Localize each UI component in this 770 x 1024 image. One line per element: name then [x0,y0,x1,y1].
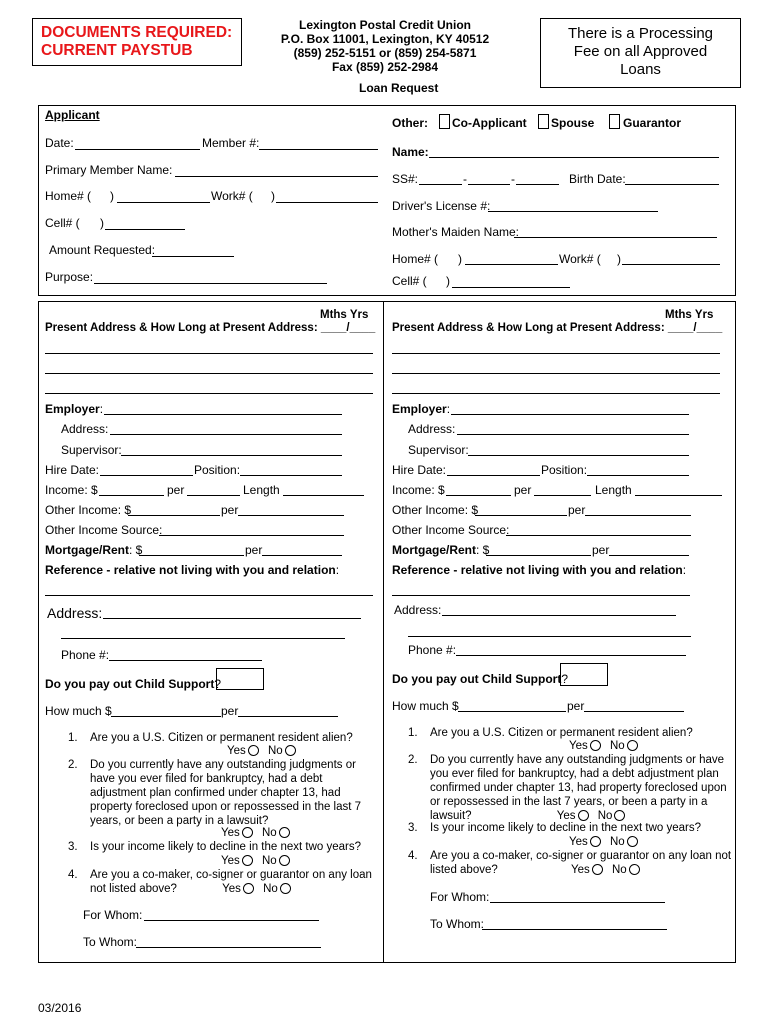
right-ref-address-label: Address: [394,603,442,617]
left-phone-field[interactable] [109,660,262,661]
right-q4-line1: Are you a co-maker, co-signer or guarantor on any loan not [430,850,732,862]
details-divider [383,301,384,962]
right-reference-label: Reference - relative not living with you and relation: [392,563,687,577]
right-other-source-field[interactable] [506,535,691,536]
right-q4-line2-row [408,863,731,877]
cell-paren: ) [100,216,104,230]
left-other-income-per: per [221,503,239,517]
right-q3-answer [569,835,638,849]
right-q4-yes-label: Yes [570,864,590,876]
left-q3-no-label: No [261,855,277,867]
left-to-whom-field[interactable] [136,947,321,948]
left-q4-yes-label: Yes [222,883,241,895]
org-phone: (859) 252-5151 or (859) 254-5871 [293,46,477,60]
left-how-much-label: How much $ [45,704,112,718]
form-title: Loan Request [359,81,439,95]
amount-requested-label: Amount Requested: [49,243,156,257]
guarantor-label: Guarantor [623,116,682,130]
right-q3-yes-label: Yes [569,836,588,848]
right-address-line-1[interactable] [392,353,720,354]
right-ref-address-field-2[interactable] [408,636,691,637]
left-q3-no-radio[interactable] [279,855,290,866]
left-emp-address-field[interactable] [110,434,342,435]
left-q3 [68,840,361,854]
right-q4-number: 4. [408,850,418,862]
left-address-line-1[interactable] [45,353,373,354]
left-child-support-text: Do you pay out Child Support [45,677,215,691]
primary-member-field[interactable] [175,176,378,177]
drivers-license-label: Driver's License #: [392,199,491,213]
cell-phone-field[interactable] [105,229,185,230]
right-q2-line2: you ever filed for bankruptcy, had a debt adjustment plan [430,768,719,780]
left-mths-yrs: Mths Yrs [320,309,369,321]
org-block [278,18,492,74]
left-q2-line5: years, or been a party in a lawsuit? [90,815,269,827]
right-income-per: per [514,483,532,497]
ss-label: SS#: [392,172,419,186]
right-child-support-text: Do you pay out Child Support [392,672,562,686]
left-mortgage-field[interactable] [139,555,244,556]
left-q2-yes-radio[interactable] [242,827,253,838]
right-mths-yrs: Mths Yrs [665,309,714,321]
right-reference-bold: Reference [392,563,451,577]
left-income-per: per [167,483,185,497]
right-employer-text: Employer [392,402,447,416]
left-income-field[interactable] [99,495,164,496]
left-other-income-label: Other Income: $ [45,503,132,517]
right-other-income-label: Other Income: $ [392,503,479,517]
other-cell-paren: ) [446,274,450,288]
right-q3-number: 3. [408,822,418,834]
left-hire-date-label: Hire Date: [45,463,100,477]
left-employer-text: Employer [45,402,100,416]
right-q2-number: 2. [408,754,418,766]
maiden-name-label: Mother's Maiden Name: [392,225,520,239]
left-address-line-2[interactable] [45,373,373,374]
right-q2-no-radio[interactable] [614,810,625,821]
right-address-label: Present Address & How Long at Present Address: ____/____ [392,322,723,334]
left-q4 [68,868,372,896]
left-address-label: Present Address & How Long at Present Address: ____/____ [45,322,376,334]
left-q2-line4: property foreclosed upon or repossessed in the last 7 [90,801,362,813]
work-phone-label: Work# ( [211,189,253,203]
right-reference-rest: - relative not living with you and relation [450,563,683,577]
other-work-paren: ) [617,252,621,266]
ss-field-2[interactable] [468,184,510,185]
work-phone-field[interactable] [276,202,378,203]
notice-line1: There is a Processing [567,25,714,42]
left-q1-yes-label: Yes [227,745,246,757]
right-employer-field[interactable] [451,414,689,415]
right-other-income-field[interactable] [475,515,567,516]
right-q1-answer [569,739,638,753]
primary-member-label: Primary Member Name: [45,163,173,177]
right-q1-text: Are you a U.S. Citizen or permanent resident alien? [430,727,693,739]
right-reference-field[interactable] [392,595,690,596]
right-q4-line2: listed above? [430,864,498,876]
right-other-income-per: per [568,503,586,517]
right-q2 [408,753,727,823]
left-mortgage-text: Mortgage/Rent [45,543,129,557]
other-name-label: Name: [392,145,429,159]
right-how-much-label: How much $ [392,699,459,713]
left-q2-line1: Do you currently have any outstanding judgments or [90,759,356,771]
right-mortgage-rest: : $ [476,543,490,557]
left-q2-yes-label: Yes [221,827,240,839]
right-q4-yes-radio[interactable] [592,864,603,875]
right-mortgage-per-field[interactable] [609,555,689,556]
documents-required-line2: CURRENT PAYSTUB [41,42,193,59]
left-q4-number: 4. [68,869,78,881]
org-name: Lexington Postal Credit Union [298,18,471,32]
right-to-whom-field[interactable] [482,929,667,930]
right-emp-address-label: Address: [408,422,456,436]
left-q2-line2: have you ever filed for bankruptcy, had a debt [90,773,323,785]
right-income-per-field[interactable] [534,495,591,496]
left-q4-line1: Are you a co-maker, co-signer or guarantor on any loan [90,869,372,881]
processing-fee-notice [540,18,741,88]
left-ref-address-field[interactable] [103,618,361,619]
left-q1-yes-radio[interactable] [248,745,259,756]
right-mortgage-label [392,543,489,557]
other-work-label: Work# ( [559,252,601,266]
ss-sep-1: - [463,172,467,186]
other-home-paren: ) [458,252,462,266]
left-q1-number: 1. [68,732,78,744]
left-q2-no-radio[interactable] [279,827,290,838]
drivers-license-field[interactable] [488,211,658,212]
right-how-much-per: per [567,699,585,713]
right-position-field[interactable] [587,475,689,476]
right-length-label: Length [595,483,632,497]
other-home-field[interactable] [465,264,558,265]
left-mortgage-rest: : $ [129,543,143,557]
right-q2-line4: or repossessed in the last 7 years, or been a party in a [430,796,708,808]
left-reference-rest: - relative not living with you and relation [103,563,336,577]
right-q3-yes-radio[interactable] [590,836,601,847]
left-for-whom-label: For Whom: [83,908,143,922]
left-q3-answer [221,854,290,868]
left-mortgage-label [45,543,142,557]
right-q3-no-radio[interactable] [627,836,638,847]
left-address-line-3[interactable] [45,393,373,394]
right-employer-label: Employer: [392,402,451,416]
left-q3-yes-radio[interactable] [242,855,253,866]
notice-line3: Loans [620,61,661,78]
right-q2-line5: lawsuit? [430,810,472,822]
amount-requested-field[interactable] [152,256,234,257]
right-q1 [408,726,693,740]
right-q1-yes-radio[interactable] [590,740,601,751]
left-how-much-field[interactable] [111,716,221,717]
birth-date-label: Birth Date: [569,172,626,186]
left-how-much-per: per [221,704,239,718]
left-q3-number: 3. [68,841,78,853]
other-cell-label: Cell# ( [392,274,427,288]
purpose-field[interactable] [94,283,327,284]
right-hire-date-label: Hire Date: [392,463,447,477]
left-q3-text: Is your income likely to decline in the next two years? [90,841,362,853]
right-q2-line1: Do you currently have any outstanding judgments or have [430,754,725,766]
right-how-much-per-field[interactable] [584,711,684,712]
left-income-label: Income: $ [45,483,98,497]
maiden-name-field[interactable] [514,237,717,238]
other-name-field[interactable] [429,157,719,158]
left-other-source-field[interactable] [159,535,344,536]
left-mortgage-per-field[interactable] [262,555,342,556]
right-ref-address-field[interactable] [442,615,676,616]
left-phone-label: Phone #: [61,648,110,662]
right-for-whom-field[interactable] [490,902,665,903]
left-how-much-per-field[interactable] [238,716,338,717]
right-mortgage-per: per [592,543,610,557]
ss-field-3[interactable] [516,184,559,185]
right-other-income-per-field[interactable] [585,515,691,516]
right-address-line-2[interactable] [392,373,720,374]
left-supervisor-field[interactable] [121,455,342,456]
left-reference-label: Reference - relative not living with you and relation: [45,563,340,577]
notice-line2: Fee on all Approved [573,43,708,60]
member-label: Member #: [202,136,260,150]
member-number-field[interactable] [259,149,378,150]
right-q2-yes-radio[interactable] [578,810,589,821]
left-q1 [68,731,353,745]
left-for-whom-field[interactable] [144,920,319,921]
left-mortgage-per: per [245,543,263,557]
left-to-whom-label: To Whom: [83,935,138,949]
left-hire-date-field[interactable] [100,475,193,476]
right-phone-field[interactable] [456,655,686,656]
left-income-per-field[interactable] [187,495,240,496]
left-q1-no-radio[interactable] [285,745,296,756]
right-for-whom-label: For Whom: [430,890,490,904]
right-q1-number: 1. [408,727,418,739]
co-applicant-label: Co-Applicant [452,116,527,130]
right-q4-no-label: No [611,864,627,876]
left-other-source-label: Other Income Source: [45,523,163,537]
left-length-label: Length [243,483,280,497]
right-q2-no-label: No [597,810,613,822]
left-employer-label: Employer: [45,402,104,416]
right-q1-yes-label: Yes [569,740,588,752]
left-q2-number: 2. [68,759,78,771]
home-phone-field[interactable] [117,202,210,203]
co-applicant-checkbox[interactable] [439,114,450,129]
right-how-much-field[interactable] [458,711,566,712]
left-position-label: Position: [194,463,241,477]
left-q3-yes-label: Yes [221,855,240,867]
right-q4-no-radio[interactable] [629,864,640,875]
home-paren: ) [110,189,114,203]
other-cell-field[interactable] [452,287,570,288]
right-hire-date-field[interactable] [447,475,540,476]
left-reference-field[interactable] [45,595,373,596]
spouse-label: Spouse [551,116,595,130]
applicant-heading: Applicant [45,108,100,122]
right-income-field[interactable] [446,495,511,496]
left-q2-line3: adjustment plan confirmed under chapter 13, had [90,787,341,799]
birth-date-field[interactable] [625,184,719,185]
cell-phone-label: Cell# ( [45,216,80,230]
right-q3 [408,821,701,835]
left-q2 [68,758,361,828]
org-address: P.O. Box 11001, Lexington, KY 40512 [280,32,490,46]
other-home-label: Home# ( [392,252,439,266]
other-label: Other: [392,116,428,130]
left-ref-address-field-2[interactable] [61,638,345,639]
right-q3-text: Is your income likely to decline in the next two years? [430,822,702,834]
date-field[interactable] [75,149,200,150]
left-q4-line2: not listed above? [90,883,177,895]
ss-sep-2: - [511,172,515,186]
left-supervisor-label: Supervisor: [61,443,122,457]
purpose-label: Purpose: [45,270,94,284]
left-q4-yes-radio[interactable] [243,883,254,894]
left-q1-answer [227,744,296,758]
left-q2-no-label: No [261,827,277,839]
right-emp-address-field[interactable] [457,434,689,435]
left-length-field[interactable] [283,495,364,496]
right-address-line-3[interactable] [392,393,720,394]
right-other-source-label: Other Income Source: [392,523,510,537]
date-label: Date: [45,136,74,150]
left-child-support-box[interactable] [216,668,264,690]
left-child-support-label: Do you pay out Child Support? [45,677,222,691]
left-employer-field[interactable] [104,414,342,415]
right-mortgage-text: Mortgage/Rent [392,543,476,557]
left-ref-address-label: Address: [47,605,103,621]
spouse-checkbox[interactable] [538,114,549,129]
right-position-label: Position: [541,463,588,477]
left-q4-no-radio[interactable] [280,883,291,894]
left-q1-text: Are you a U.S. Citizen or permanent resident alien? [90,732,353,744]
right-q2-line3: confirmed under chapter 13, had property foreclosed upon [430,782,727,794]
left-q4-no-label: No [263,883,278,895]
guarantor-checkbox[interactable] [609,114,620,129]
left-position-field[interactable] [240,475,342,476]
right-q4 [408,849,731,877]
right-child-support-label: Do you pay out Child Support? [392,672,569,686]
home-phone-label: Home# ( [45,189,92,203]
left-q4-line2-row [68,882,372,896]
form-date-code: 03/2016 [38,1001,82,1015]
work-paren: ) [271,189,275,203]
right-mortgage-field[interactable] [486,555,591,556]
right-supervisor-label: Supervisor: [408,443,469,457]
right-income-label: Income: $ [392,483,445,497]
right-q1-no-radio[interactable] [627,740,638,751]
left-other-income-per-field[interactable] [238,515,344,516]
right-phone-label: Phone #: [408,643,457,657]
right-q3-no-label: No [609,836,625,848]
ss-field-1[interactable] [419,184,462,185]
org-fax: Fax (859) 252-2984 [331,60,439,74]
left-reference-bold: Reference [45,563,104,577]
left-emp-address-label: Address: [61,422,109,436]
left-q1-no-label: No [267,745,283,757]
right-to-whom-label: To Whom: [430,917,485,931]
other-work-field[interactable] [622,264,720,265]
right-length-field[interactable] [635,495,722,496]
right-q1-no-label: No [609,740,625,752]
right-supervisor-field[interactable] [468,455,689,456]
right-q2-yes-label: Yes [556,810,576,822]
left-other-income-field[interactable] [128,515,220,516]
documents-required-line1: DOCUMENTS REQUIRED: [41,24,233,41]
right-child-support-box[interactable] [560,663,608,686]
left-q2-answer [221,826,290,840]
applicant-box [38,105,736,296]
